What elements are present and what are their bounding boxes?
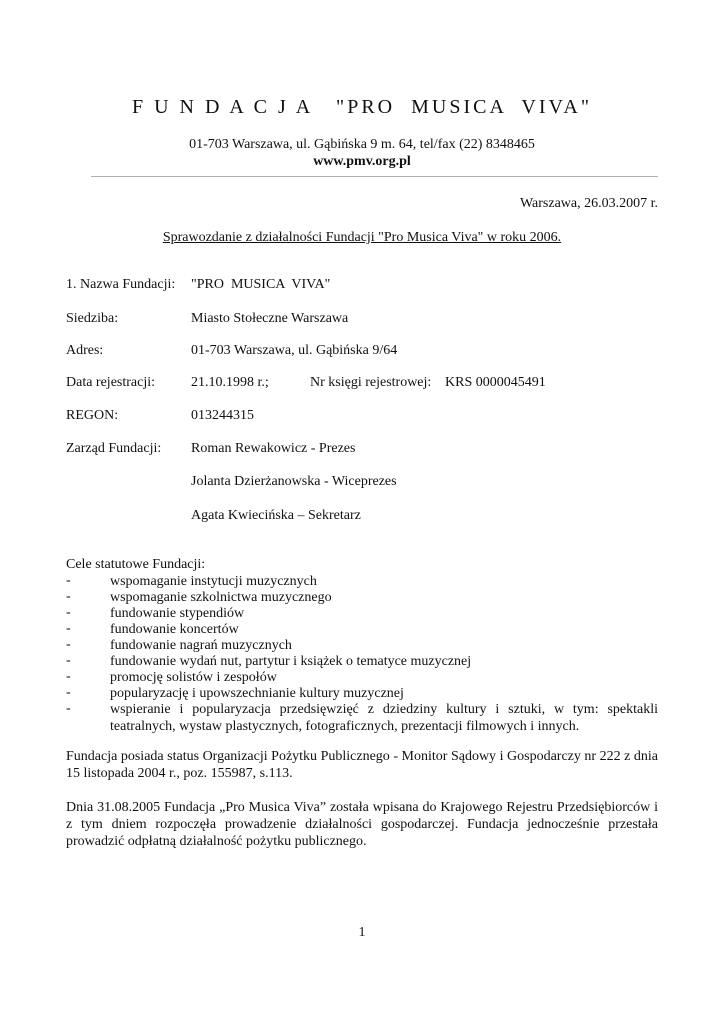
goal-item: wspomaganie instytucji muzycznych [110,574,317,589]
foundation-address: 01-703 Warszawa, ul. Gąbińska 9 m. 64, tel/fax (22) 8348465 [189,137,535,152]
field-value-registration-date: 21.10.1998 r.; [191,375,269,390]
foundation-website: www.pmv.org.pl [313,154,411,169]
register-number-label: Nr księgi rejestrowej: [310,375,432,390]
list-bullet: - [66,701,71,716]
goal-item: wspieranie i popularyzacja przedsięwzięć z dziedziny kultury i sztuki, w tym: spektakli teatralnych, wystaw plastycznych, fotograficznych, prezentacji filmowych i innych. [110,702,658,734]
goal-item: popularyzację i upowszechnianie kultury muzycznej [110,686,404,701]
field-value-name: "PRO MUSICA VIVA" [191,277,331,292]
field-label-seat: Siedziba: [66,311,119,326]
goal-item: fundowanie wydań nut, partytur i książek o tematyce muzycznej [110,654,472,669]
list-bullet: - [66,685,71,700]
status-paragraph: Fundacja posiada status Organizacji Pożytku Publicznego - Monitor Sądowy i Gospodarczy nr 222 z dnia 15 listopada 2004 r., poz. 155987, s.113. [66,749,658,781]
board-member: Agata Kwiecińska – Sekretarz [191,508,361,523]
goals-heading: Cele statutowe Fundacji: [66,557,206,572]
registry-paragraph: Dnia 31.08.2005 Fundacja „Pro Musica Viva” została wpisana do Krajowego Rejestru Przedsiębiorców i z tym dniem rozpoczęła prowadzenie działalności gospodarczej. Fundacja jednocześnie przestała prowadzić odpłatną działalność pożytku publicznego. [66,800,658,849]
list-bullet: - [66,669,71,684]
board-member: Jolanta Dzierżanowska - Wiceprezes [191,474,397,489]
list-bullet: - [66,637,71,652]
list-bullet: - [66,653,71,668]
field-value-seat: Miasto Stołeczne Warszawa [191,311,349,326]
goal-item: fundowanie koncertów [110,622,239,637]
header-divider [91,176,658,177]
list-bullet: - [66,605,71,620]
list-bullet: - [66,589,71,604]
field-label-address: Adres: [66,343,104,358]
report-title: Sprawozdanie z działalności Fundacji "Pro Musica Viva" w roku 2006. [162,230,562,245]
foundation-title: F U N D A C J A "PRO MUSICA VIVA" [131,96,593,118]
list-bullet: - [66,621,71,636]
goal-item: promocję solistów i zespołów [110,670,277,685]
field-label-name: 1. Nazwa Fundacji: [66,277,176,292]
field-label-regon: REGON: [66,408,119,423]
board-member: Roman Rewakowicz - Prezes [191,441,356,456]
field-label-board: Zarząd Fundacji: [66,441,162,456]
goal-item: wspomaganie szkolnictwa muzycznego [110,590,332,605]
goal-item: fundowanie stypendiów [110,606,245,621]
list-bullet: - [66,573,71,588]
page-number: 1 [358,925,366,940]
field-value-address: 01-703 Warszawa, ul. Gąbińska 9/64 [191,343,398,358]
field-label-registration-date: Data rejestracji: [66,375,156,390]
register-number-value: KRS 0000045491 [445,375,546,390]
field-value-regon: 013244315 [191,408,254,423]
document-date: Warszawa, 26.03.2007 r. [519,196,658,211]
goal-item: fundowanie nagrań muzycznych [110,638,292,653]
